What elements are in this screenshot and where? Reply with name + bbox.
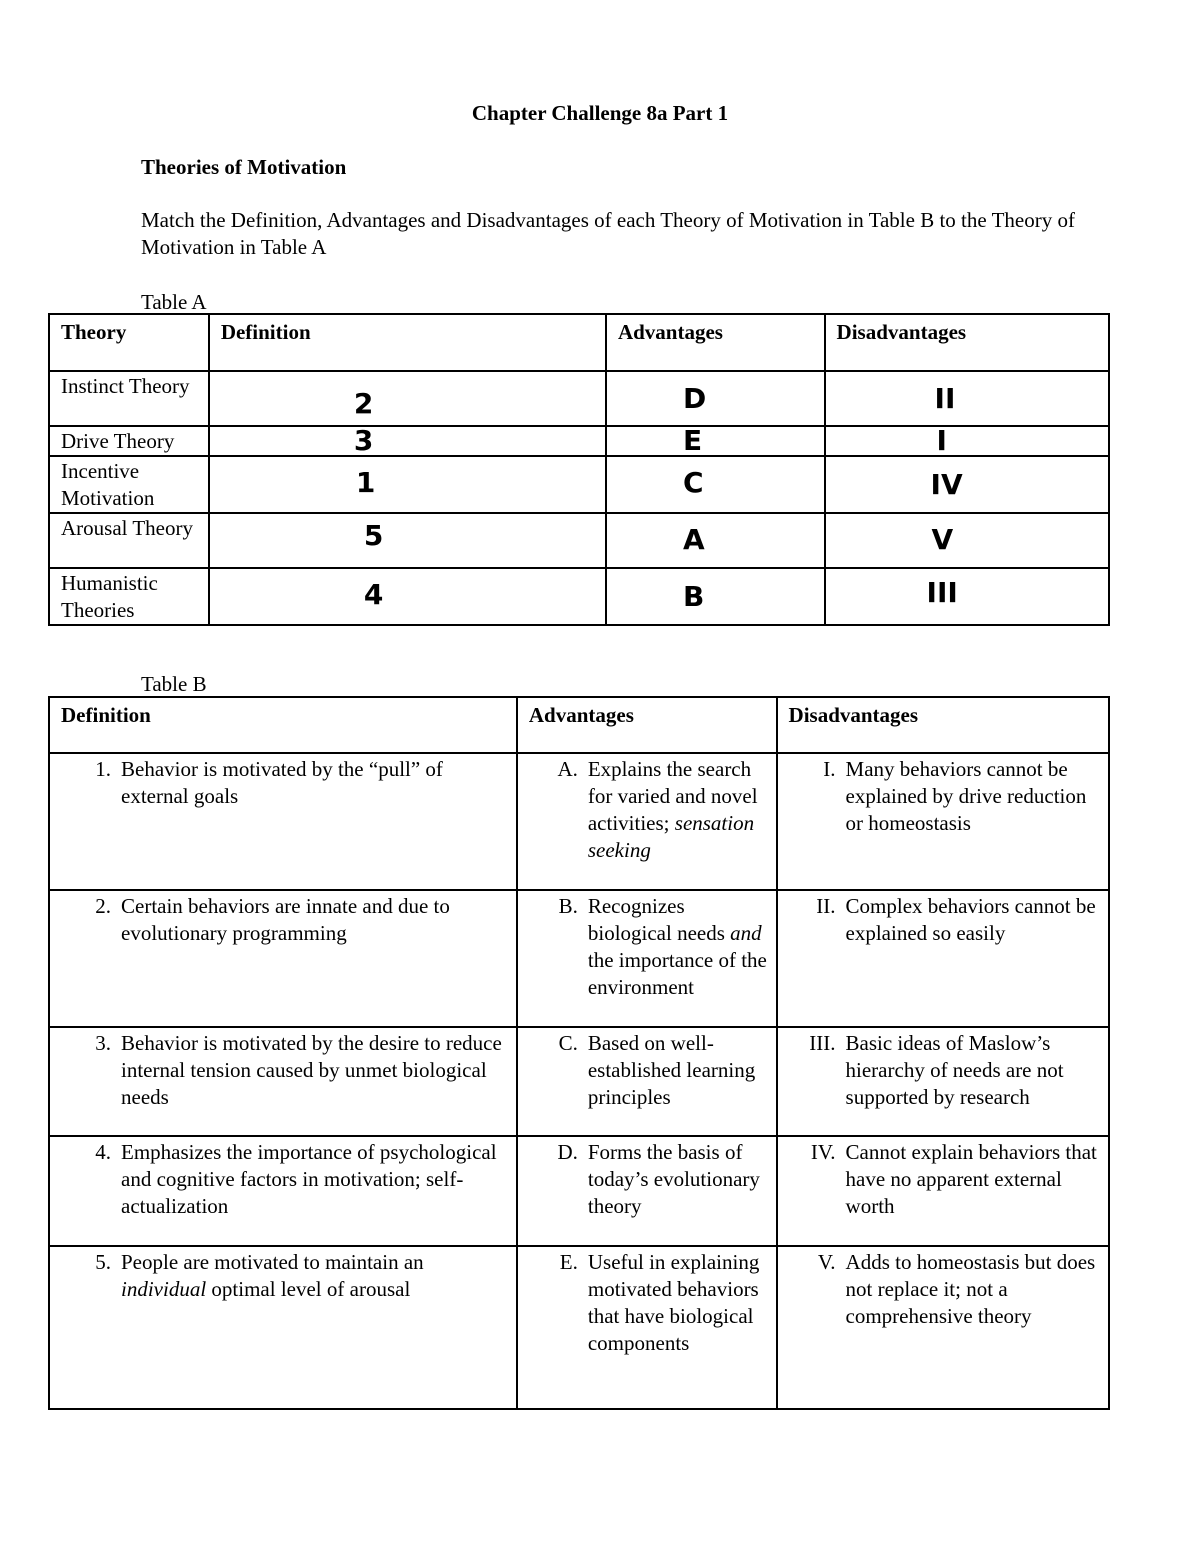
- theory-cell: Arousal Theory: [49, 513, 209, 568]
- advantage-text-part: Explains the search for varied and novel activities;: [587, 757, 758, 835]
- disadvantage-numeral: I.: [823, 757, 836, 781]
- definition-cell: [49, 753, 517, 890]
- handwritten-answer: D: [682, 382, 707, 415]
- disadvantage-answer-cell[interactable]: [825, 426, 1109, 456]
- advantage-letter: E.: [559, 1250, 578, 1274]
- advantage-letter: C.: [558, 1031, 578, 1055]
- advantage-text-part: the importance of the environment: [587, 948, 767, 999]
- advantage-answer-cell[interactable]: [606, 456, 825, 513]
- definition-text: Behavior is motivated by the “pull” of external goals: [121, 757, 443, 808]
- disadvantage-numeral: II.: [816, 894, 836, 918]
- table-a-header-row: [49, 314, 1109, 371]
- definition-number: 2.: [95, 894, 111, 918]
- advantage-text: [588, 893, 772, 1001]
- table-row: [49, 1246, 1109, 1409]
- disadvantage-text: Many behaviors cannot be explained by drive reduction or homeostasis: [845, 757, 1087, 835]
- handwritten-answer: 4: [363, 578, 384, 611]
- definition-text: [121, 1249, 512, 1303]
- table-b: [48, 696, 1110, 1410]
- theory-cell: Incentive Motivation: [49, 456, 209, 513]
- column-header-theory: Theory: [49, 314, 209, 371]
- disadvantage-answer-cell[interactable]: [825, 456, 1109, 513]
- disadvantage-numeral: V.: [817, 1250, 836, 1274]
- table-row: [49, 456, 1109, 513]
- advantage-emphasis: and: [730, 921, 762, 945]
- advantage-text: Based on well-established learning principles: [587, 1031, 756, 1109]
- table-a-caption: Table A: [141, 290, 207, 314]
- handwritten-answer: 5: [363, 519, 384, 552]
- definition-answer-cell[interactable]: [209, 426, 606, 456]
- column-header-disadvantages: Disadvantages: [777, 697, 1109, 753]
- theory-cell: Drive Theory: [49, 426, 209, 456]
- definition-emphasis: individual: [121, 1277, 207, 1301]
- section-heading: Theories of Motivation: [141, 155, 347, 179]
- handwritten-answer: E: [682, 426, 703, 456]
- advantage-answer-cell[interactable]: [606, 426, 825, 456]
- advantage-letter: D.: [557, 1140, 578, 1164]
- disadvantage-cell: [777, 1246, 1109, 1409]
- disadvantage-numeral: III.: [809, 1031, 836, 1055]
- advantage-text: Forms the basis of today’s evolutionary theory: [587, 1140, 760, 1218]
- column-header-disadvantages: Disadvantages: [825, 314, 1109, 371]
- table-row: [49, 513, 1109, 568]
- definition-text: Certain behaviors are innate and due to evolutionary programming: [121, 894, 450, 945]
- handwritten-answer: C: [682, 466, 704, 499]
- definition-number: 1.: [95, 757, 111, 781]
- advantage-cell: [517, 890, 777, 1027]
- handwritten-answer: II: [934, 382, 956, 415]
- table-b-caption: Table B: [141, 672, 207, 696]
- table-a: [48, 313, 1110, 626]
- definition-cell: [49, 890, 517, 1027]
- advantage-letter: A.: [557, 757, 578, 781]
- definition-cell: [49, 1027, 517, 1136]
- column-header-advantages: Advantages: [517, 697, 777, 753]
- advantage-answer-cell[interactable]: [606, 371, 825, 426]
- definition-cell: [49, 1136, 517, 1246]
- definition-answer-cell[interactable]: [209, 456, 606, 513]
- definition-cell: [49, 1246, 517, 1409]
- handwritten-answer: A: [682, 523, 705, 556]
- definition-text-part: optimal level of arousal: [206, 1277, 411, 1301]
- disadvantage-text: Complex behaviors cannot be explained so easily: [845, 894, 1096, 945]
- handwritten-answer: 3: [353, 426, 374, 456]
- disadvantage-text: Adds to homeostasis but does not replace it; not a comprehensive theory: [845, 1250, 1096, 1328]
- disadvantage-cell: [777, 1027, 1109, 1136]
- advantage-text: [588, 756, 772, 864]
- advantage-cell: [517, 753, 777, 890]
- advantage-emphasis: sensation seeking: [587, 811, 755, 862]
- theory-cell: Humanistic Theories: [49, 568, 209, 625]
- column-header-advantages: Advantages: [606, 314, 825, 371]
- advantage-answer-cell[interactable]: [606, 513, 825, 568]
- disadvantage-cell: [777, 753, 1109, 890]
- handwritten-answer: V: [931, 523, 954, 556]
- advantage-answer-cell[interactable]: [606, 568, 825, 625]
- table-row: [49, 753, 1109, 890]
- definition-text: Behavior is motivated by the desire to reduce internal tension caused by unmet biological needs: [121, 1031, 502, 1109]
- definition-text: Emphasizes the importance of psychological and cognitive factors in motivation; self-actualization: [121, 1140, 497, 1218]
- disadvantage-cell: [777, 890, 1109, 1027]
- handwritten-answer: I: [936, 426, 947, 456]
- disadvantage-answer-cell[interactable]: [825, 371, 1109, 426]
- definition-text-part: People are motivated to maintain an: [121, 1250, 424, 1274]
- advantage-text: Useful in explaining motivated behaviors that have biological components: [587, 1250, 760, 1355]
- definition-answer-cell[interactable]: [209, 568, 606, 625]
- disadvantage-numeral: IV.: [810, 1140, 836, 1164]
- table-row: [49, 426, 1109, 456]
- definition-answer-cell[interactable]: [209, 513, 606, 568]
- disadvantage-cell: [777, 1136, 1109, 1246]
- disadvantage-answer-cell[interactable]: [825, 568, 1109, 625]
- table-row: [49, 568, 1109, 625]
- disadvantage-text: Cannot explain behaviors that have no apparent external worth: [845, 1140, 1097, 1218]
- column-header-definition: Definition: [49, 697, 517, 753]
- advantage-cell: [517, 1246, 777, 1409]
- disadvantage-text: Basic ideas of Maslow’s hierarchy of needs are not supported by research: [845, 1031, 1064, 1109]
- disadvantage-answer-cell[interactable]: [825, 513, 1109, 568]
- table-row: [49, 890, 1109, 1027]
- instructions-text: Match the Definition, Advantages and Disadvantages of each Theory of Motivation in Table B to the Theory of Motivation in Table A: [141, 208, 1075, 259]
- definition-number: 3.: [95, 1031, 111, 1055]
- table-b-header-row: [49, 697, 1109, 753]
- handwritten-answer: B: [682, 580, 705, 613]
- theory-cell: Instinct Theory: [49, 371, 209, 426]
- table-row: [49, 371, 1109, 426]
- definition-number: 4.: [95, 1140, 111, 1164]
- handwritten-answer: III: [926, 576, 958, 609]
- definition-answer-cell[interactable]: [209, 371, 606, 426]
- column-header-definition: Definition: [209, 314, 606, 371]
- handwritten-answer: 1: [355, 466, 376, 499]
- advantage-cell: [517, 1027, 777, 1136]
- handwritten-answer: IV: [930, 468, 963, 501]
- table-row: [49, 1027, 1109, 1136]
- advantage-letter: B.: [558, 894, 578, 918]
- definition-number: 5.: [95, 1250, 111, 1274]
- page-title: Chapter Challenge 8a Part 1: [471, 101, 729, 125]
- handwritten-answer: 2: [353, 387, 374, 420]
- advantage-cell: [517, 1136, 777, 1246]
- advantage-text-part: Recognizes biological needs: [587, 894, 731, 945]
- table-row: [49, 1136, 1109, 1246]
